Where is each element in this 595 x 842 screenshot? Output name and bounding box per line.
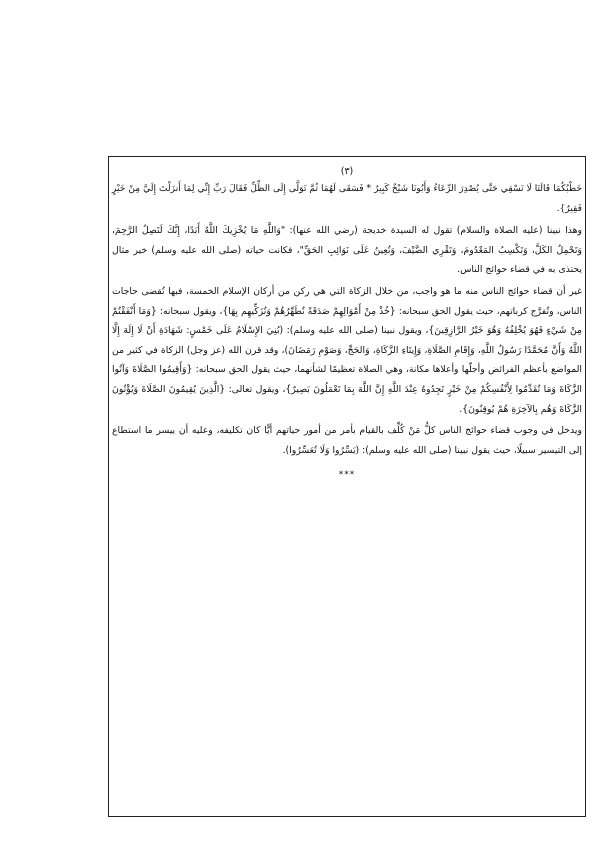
section-separator: *** xyxy=(338,470,356,481)
paragraph-quran-verse-continuation: خَطْبُكُمَا قَالَتَا لَا نَسْقِي حَتَّى يُصْدِرَ الرِّعَاءُ وَأَبُونَا شَيْخٌ كَبِيرٌ * فَسَقَى لَهُمَا ثُمَّ تَوَلَّى إِلَى الظِّلِّ فَقَالَ رَبِّ إِنِّي لِمَا أَنزَلْتَ إِلَيَّ مِنْ خَيْرٍ فَقِيرٌ}. xyxy=(112,184,582,214)
paragraph-responsibility: ويدخل في وجوب قضاء حوائج الناس كلُّ مَنْ كُلِّف بالقيام بأمر من أمور حياتهم أيًّا كان تكليفه، وعليه أن ييسر ما استطاع إلى التيسير سبيلًا، حيث يقول نبينا (صلى الله عليه وسلم): (يَسِّرُوا وَلَا تُعَسِّرُوا). xyxy=(112,425,582,456)
page-content xyxy=(112,164,582,486)
page-number: (٣) xyxy=(340,166,354,177)
paragraph-zakat-obligation: غير أن قضاء حوائج الناس منه ما هو واجب، من خلال الزكاة التي هي ركن من أركان الإسلام الخمسة، فبها تُقضى حاجات الناس، وتُفرَّج كرباتهم، حيث يقول الحق سبحانه: {خُذْ مِنْ أَمْوَالِهِمْ صَدَقَةً تُطَهِّرُهُمْ وَتُزَكِّيهِم بِهَا}، ويقول سبحانه: {وَمَا أَنْفَقْتُمْ مِنْ شَيْءٍ فَهُوَ يُخْلِفُهُ وَهُوَ خَيْرُ الرَّازِقِينَ}، ويقول نبينا (صلى الله عليه وسلم): (بُنِيَ الإِسْلَامُ عَلَى خَمْسٍ: شَهَادَةِ أَنْ لَا إِلَهَ إِلَّا اللَّهُ وَأَنَّ مُحَمَّدًا رَسُولُ اللَّهِ، وَإِقَامِ الصَّلَاةِ، وَإِيتَاءِ الزَّكَاةِ، وَالحَجِّ، وَصَوْمِ رَمَضَانَ)، وقد قرن الله (عز وجل) الزكاة في كثير من المواضع بأعظم الفرائض وأجلّها وأعلاها مكانة، وهي الصلاة تعظيمًا لشأنهما، حيث يقول الحق سبحانه: {وَأَقِيمُوا الصَّلَاةَ وَآتُوا الزَّكَاةَ وَمَا تُقَدِّمُوا لِأَنْفُسِكُمْ مِنْ خَيْرٍ تَجِدُوهُ عِنْدَ اللَّهِ إِنَّ اللَّهَ بِمَا تَعْمَلُونَ بَصِيرٌ}، ويقول تعالى: {الَّذِينَ يُقِيمُونَ الصَّلَاةَ وَيُؤْتُونَ الزَّكَاةَ وَهُم بِالآخِرَةِ هُمْ يُوقِنُونَ}. xyxy=(112,285,582,415)
paragraph-prophet-example: وهذا نبينا (عليه الصلاة والسلام) تقول له السيدة خديجة (رضي الله عنها): "وَاللَّهِ مَا يُخْزِيكَ اللَّهُ أَبَدًا، إِنَّكَ لَتَصِلُ الرَّحِمَ، وَتَحْمِلُ الكَلَّ، وَتَكْسِبُ المَعْدُومَ، وَتَقْرِي الضَّيْفَ، وَتُعِينُ عَلَى نَوَائِبِ الحَقِّ"، فكانت حياته (صلى الله عليه وسلم) خير مثال يحتذى به في قضاء حوائج الناس. xyxy=(112,225,582,276)
